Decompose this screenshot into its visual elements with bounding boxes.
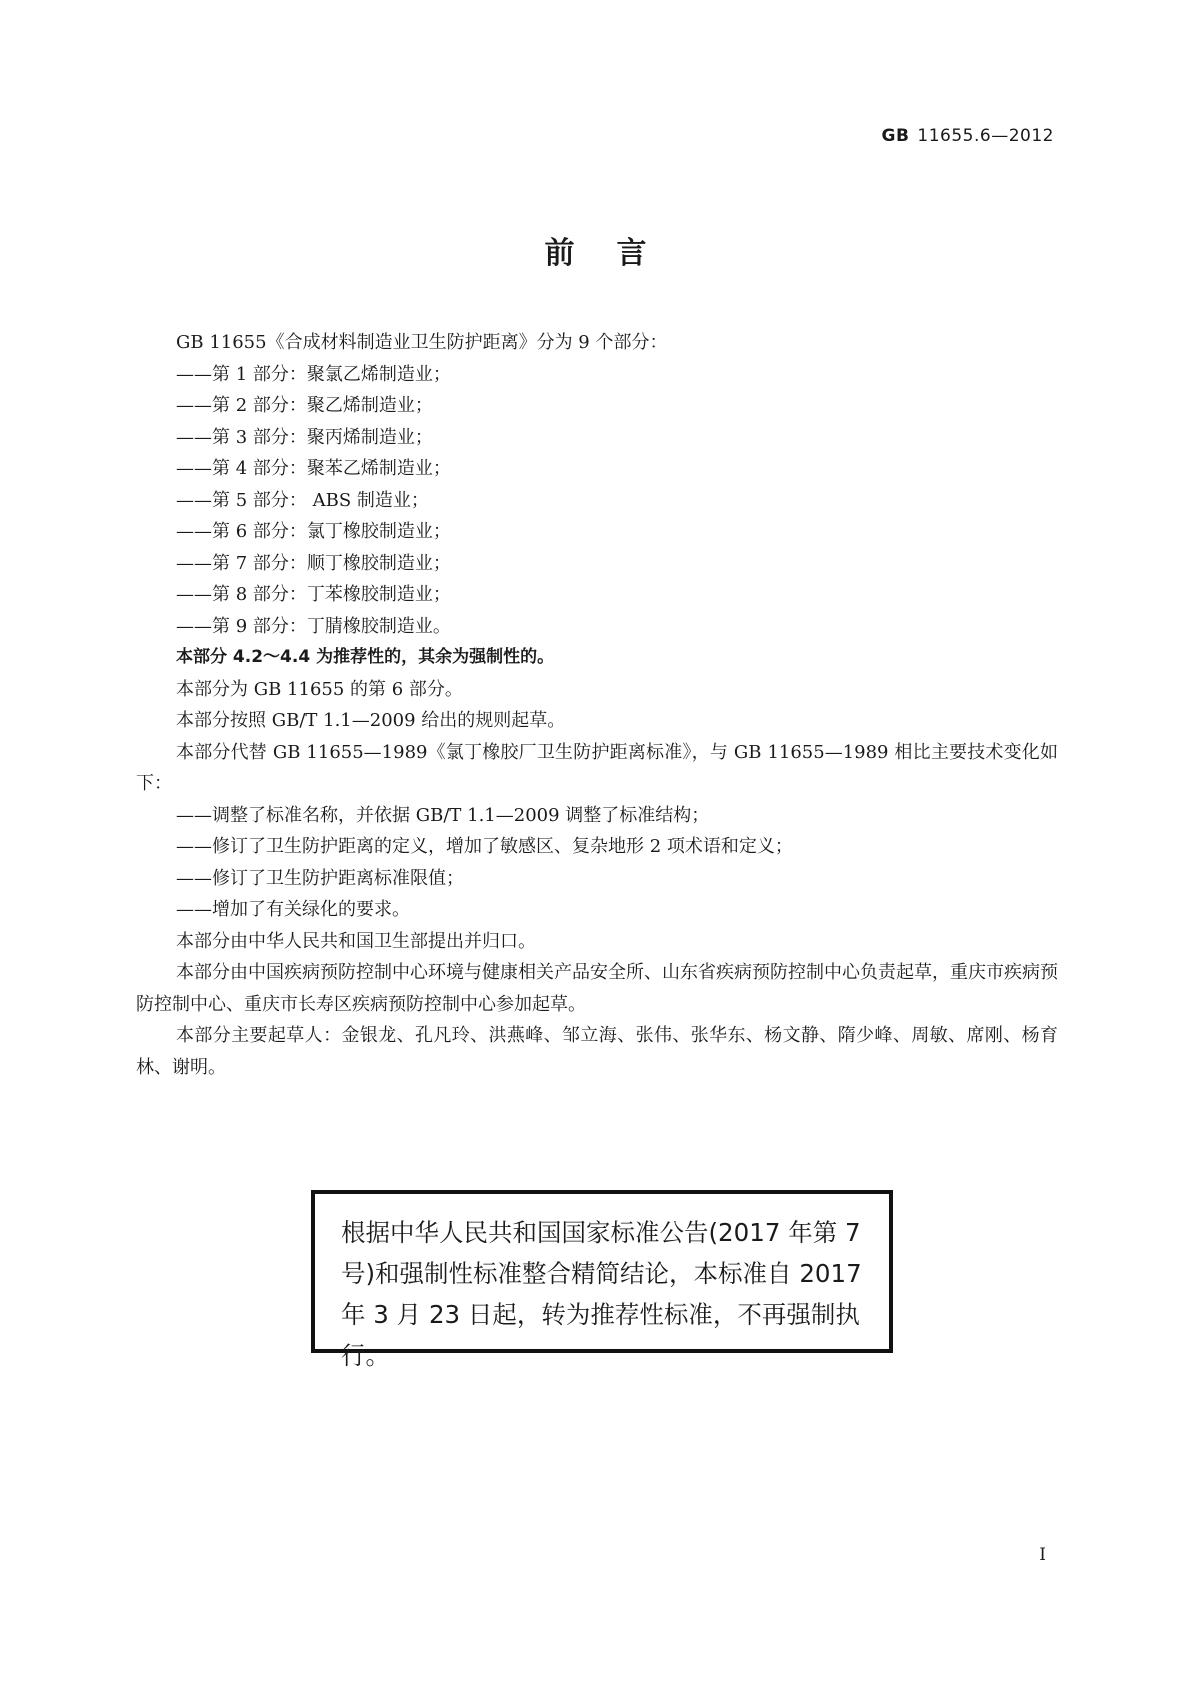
paragraph: 本部分主要起草人：金银龙、孔凡玲、洪燕峰、邹立海、张伟、张华东、杨文静、隋少峰、周敏、席刚、杨育林、谢明。: [136, 1025, 1058, 1078]
list-item: ——修订了卫生防护距离标准限值；: [176, 867, 464, 889]
paragraph: 本部分为 GB 11655 的第 6 部分。: [176, 678, 463, 700]
foreword-body: [136, 327, 1058, 1083]
paragraph: 本部分由中华人民共和国卫生部提出并归口。: [176, 930, 536, 952]
intro-paragraph: GB 11655《合成材料制造业卫生防护距离》分为 9 个部分：: [176, 332, 668, 353]
list-item: ——调整了标准名称，并依据 GB/T 1.1—2009 调整了标准结构；: [176, 804, 710, 826]
page-title: 前言: [544, 236, 689, 271]
recommendation-statement: 本部分 4.2～4.4 为推荐性的，其余为强制性的。: [176, 647, 555, 667]
standard-prefix: GB: [881, 126, 910, 146]
list-item: ——第 7 部分：顺丁橡胶制造业；: [176, 552, 451, 574]
page-number: I: [1039, 1545, 1046, 1565]
notice-box: 根据中华人民共和国国家标准公告(2017 年第 7 号)和强制性标准整合精简结论，本标准自 2017 年 3 月 23 日起，转为推荐性标准，不再强制执行。: [311, 1190, 893, 1353]
list-item: ——修订了卫生防护距离的定义，增加了敏感区、复杂地形 2 项术语和定义；: [176, 836, 793, 857]
list-item: ——第 8 部分：丁苯橡胶制造业；: [176, 584, 451, 605]
standard-code: 11655.6—2012: [917, 126, 1054, 146]
list-item: ——第 3 部分：聚丙烯制造业；: [176, 426, 433, 448]
list-item: ——第 5 部分： ABS 制造业；: [176, 489, 429, 511]
paragraph: 本部分按照 GB/T 1.1—2009 给出的规则起草。: [176, 710, 566, 731]
paragraph: 本部分代替 GB 11655—1989《氯丁橡胶厂卫生防护距离标准》，与 GB 11655—1989 相比主要技术变化如下：: [136, 741, 1058, 794]
list-item: ——增加了有关绿化的要求。: [176, 899, 410, 920]
list-item: ——第 2 部分：聚乙烯制造业；: [176, 395, 433, 416]
list-item: ——第 9 部分：丁腈橡胶制造业。: [176, 615, 451, 637]
list-item: ——第 1 部分：聚氯乙烯制造业；: [176, 363, 451, 385]
paragraph: 本部分由中国疾病预防控制中心环境与健康相关产品安全所、山东省疾病预防控制中心负责起草，重庆市疾病预防控制中心、重庆市长寿区疾病预防控制中心参加起草。: [136, 962, 1058, 1015]
list-item: ——第 6 部分：氯丁橡胶制造业；: [176, 521, 451, 542]
list-item: ——第 4 部分：聚苯乙烯制造业；: [176, 458, 451, 479]
standard-number: [882, 126, 1055, 146]
